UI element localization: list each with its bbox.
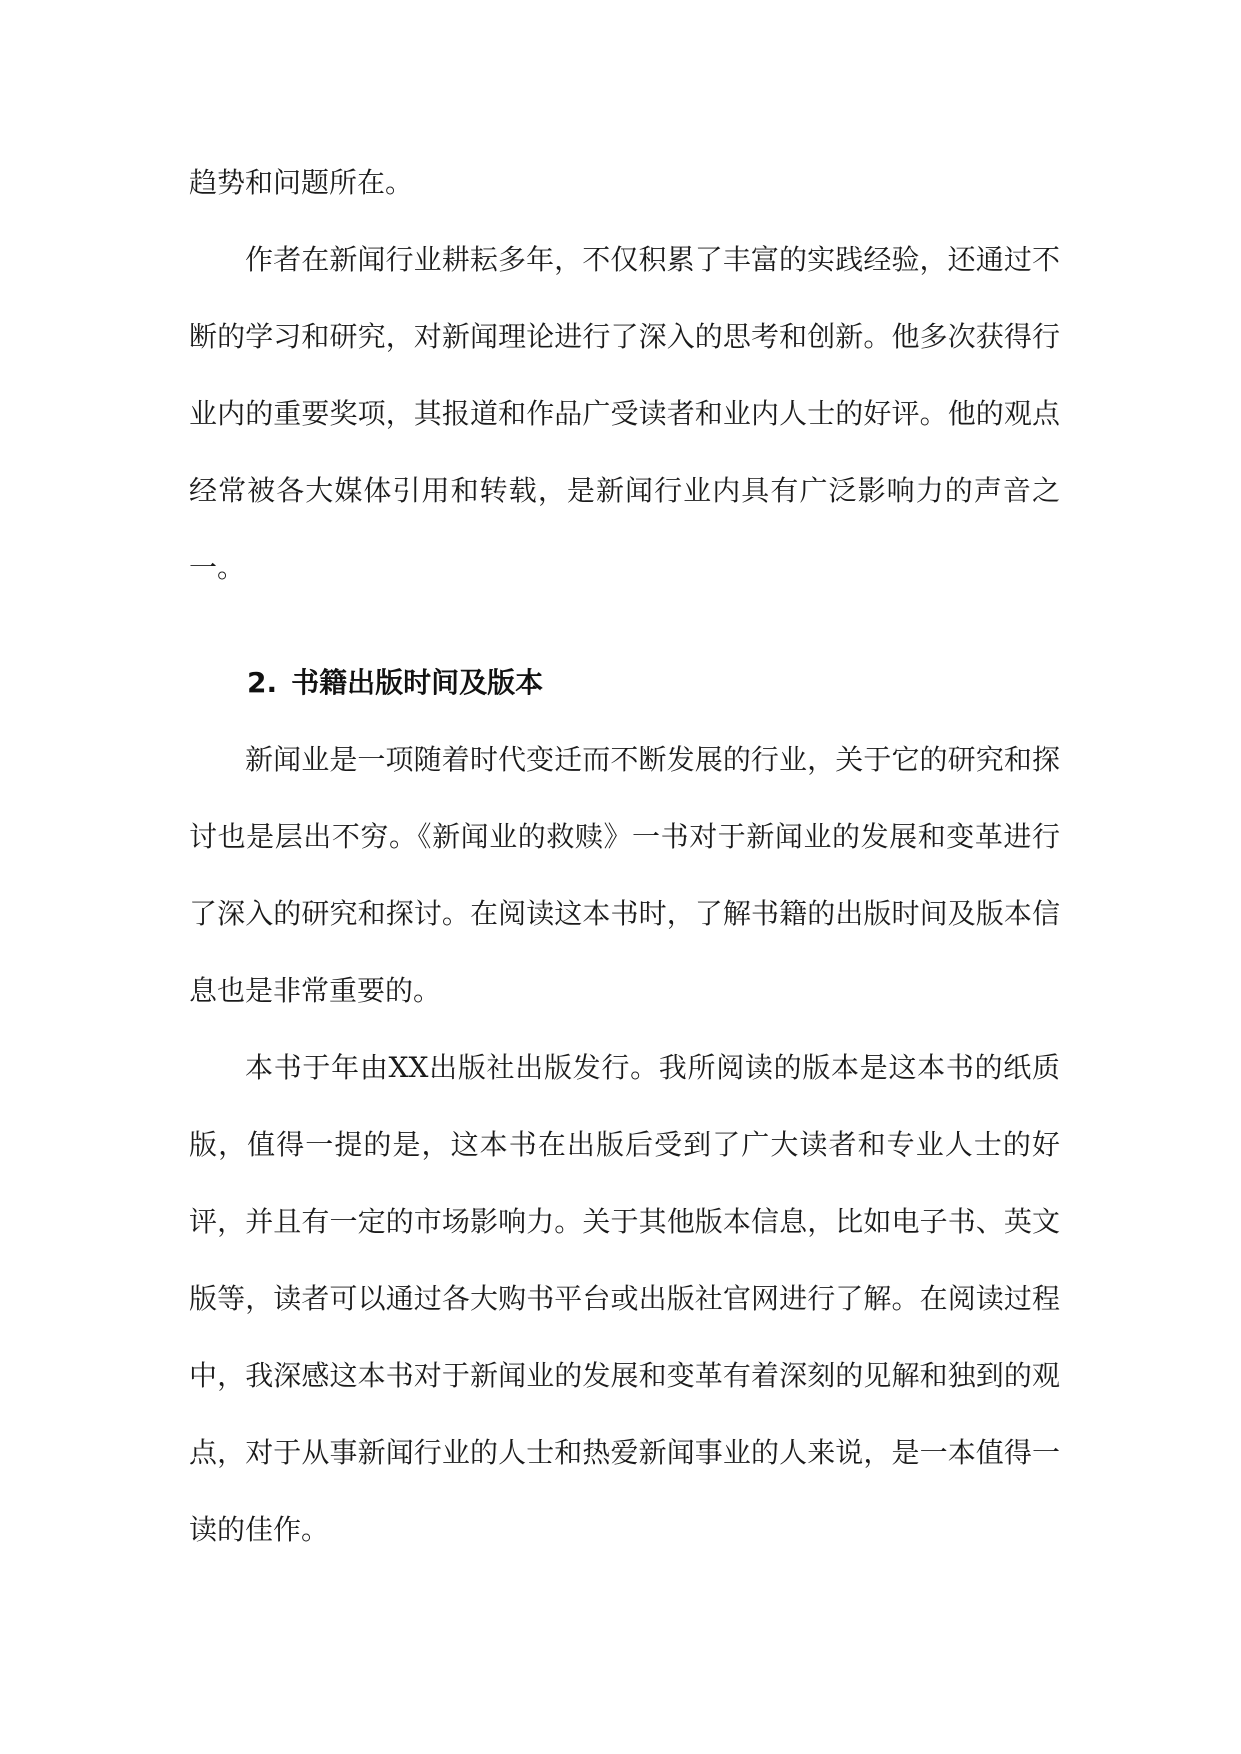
paragraph-intro: 新闻业是一项随着时代变迁而不断发展的行业，关于它的研究和探讨也是层出不穷。《新闻业的救赎》一书对于新闻业的发展和变革进行了深入的研究和探讨。在阅读这本书时，了解书籍的出版时间及版本信息也是非常重要的。 xyxy=(189,743,1060,1007)
section-heading xyxy=(189,644,1060,721)
paragraph-author-background: 作者在新闻行业耕耘多年，不仅积累了丰富的实践经验，还通过不断的学习和研究，对新闻理论进行了深入的思考和创新。他多次获得行业内的重要奖项，其报道和作品广受读者和业内人士的好评。他的观点经常被各大媒体引用和转载，是新闻行业内具有广泛影响力的声音之一。 xyxy=(189,243,1060,584)
document-body xyxy=(189,144,1060,1568)
paragraph-edition-info: 本书于年由XX出版社出版发行。我所阅读的版本是这本书的纸质版，值得一提的是，这本书在出版后受到了广大读者和专业人士的好评，并且有一定的市场影响力。关于其他版本信息，比如电子书、英文版等，读者可以通过各大购书平台或出版社官网进行了解。在阅读过程中，我深感这本书对于新闻业的发展和变革有着深刻的见解和独到的观点，对于从事新闻行业的人士和热爱新闻事业的人来说，是一本值得一读的佳作。 xyxy=(189,1051,1060,1546)
section-number: 2. xyxy=(247,666,278,699)
section-title: 书籍出版时间及版本 xyxy=(291,666,544,699)
paragraph-continuation: 趋势和问题所在。 xyxy=(189,166,414,199)
